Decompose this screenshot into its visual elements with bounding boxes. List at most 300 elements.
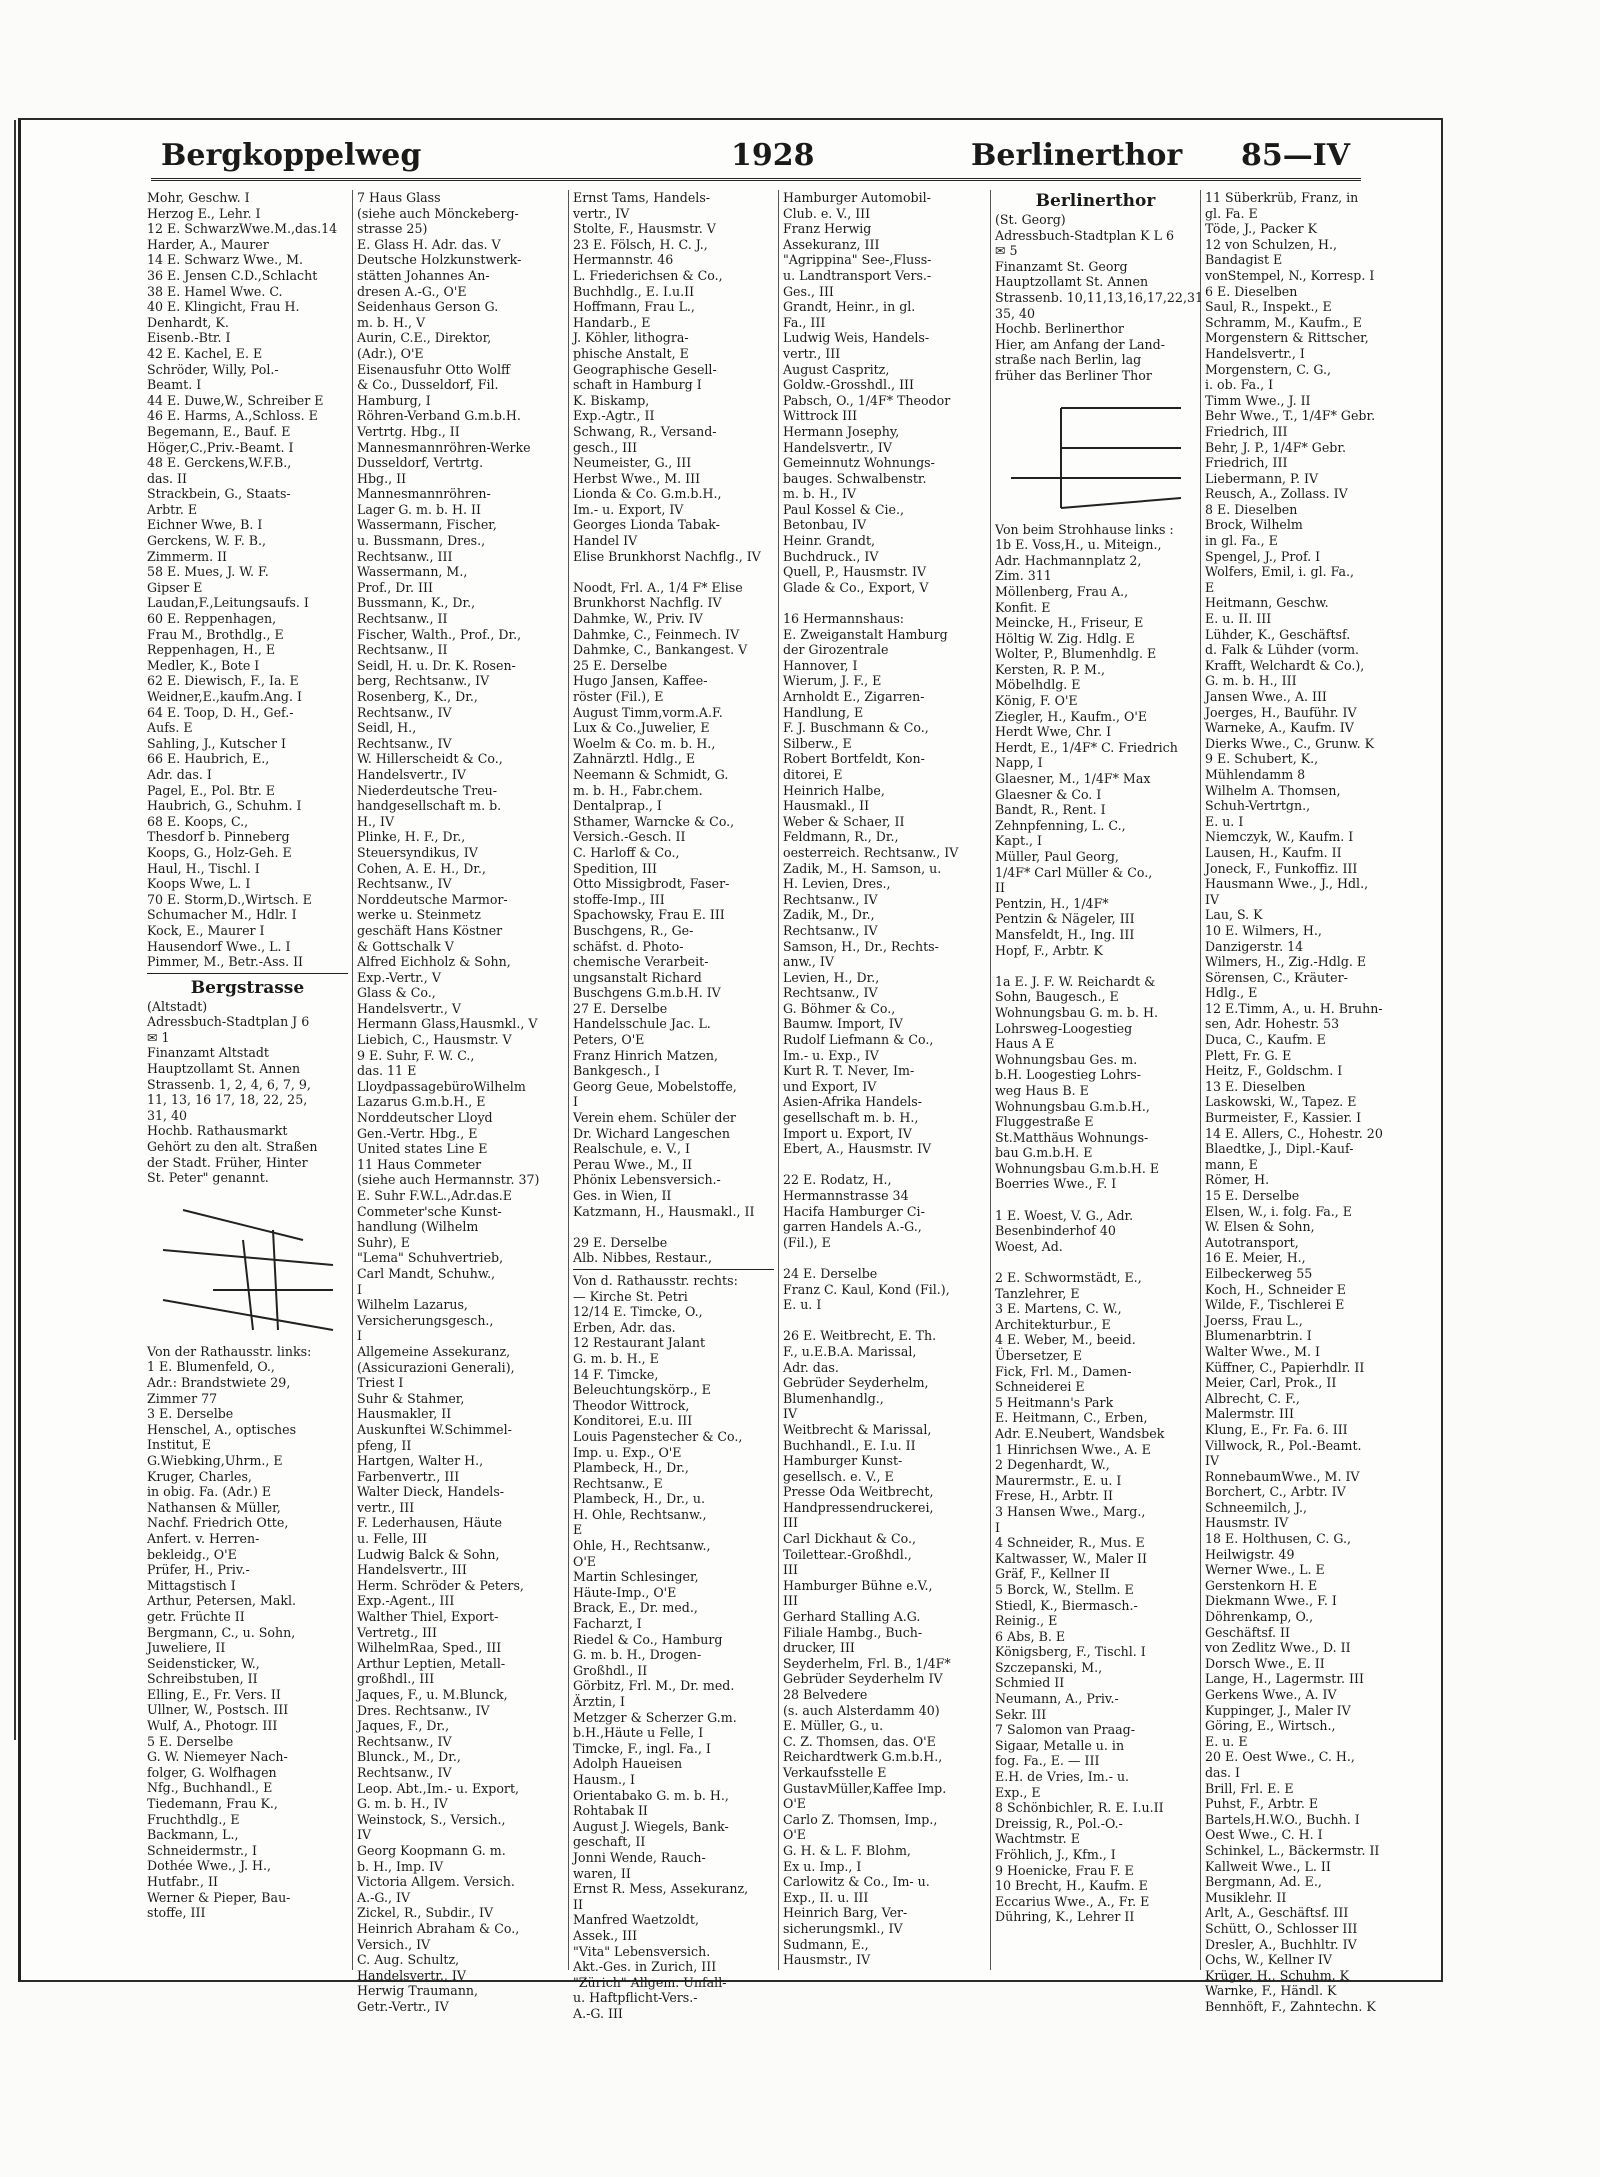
directory-entry: Woelm & Co. m. b. H., — [573, 735, 716, 751]
directory-entry: Zimmerm. II — [147, 548, 228, 564]
directory-entry: Prof., Dr. III — [357, 579, 433, 595]
directory-entry: stätten Johannes An- — [357, 267, 490, 283]
street-map-berlinerthor — [1001, 388, 1191, 518]
directory-entry: Joerss, Frau L., — [1205, 1312, 1303, 1328]
directory-entry: Herdt Wwe, Chr. I — [995, 724, 1112, 740]
directory-entry: Thesdorf b. Pinneberg — [147, 829, 290, 845]
directory-entry: Theodor Wittrock, — [573, 1397, 690, 1413]
directory-entry: Röhren-Verband G.m.b.H. — [357, 408, 521, 424]
directory-entry: Albrecht, C. F., — [1205, 1390, 1300, 1406]
directory-entry: August Caspritz, — [783, 361, 890, 377]
directory-entry: Neumeister, G., III — [573, 455, 692, 471]
directory-entry: Carlo Z. Thomsen, Imp., — [783, 1811, 938, 1827]
map-street-line — [183, 1210, 303, 1240]
directory-entry: Rechtsanw., IV — [783, 922, 878, 938]
directory-entry: Dr. Wichard Langeschen — [573, 1125, 730, 1141]
directory-entry: 58 E. Mues, J. W. F. — [147, 564, 269, 580]
directory-entry: sen, Adr. Hohestr. 53 — [1205, 1016, 1340, 1032]
directory-entry: Küffner, C., Papierhdlr. II — [1205, 1359, 1365, 1375]
directory-entry: das. I — [1205, 1764, 1241, 1780]
directory-entry: Schramm, M., Kaufm., E — [1205, 314, 1362, 330]
directory-entry: Tiedemann, Frau K., — [147, 1796, 278, 1812]
directory-entry: Haubrich, G., Schuhm. I — [147, 798, 302, 814]
directory-entry: 31, 40 — [147, 1107, 188, 1123]
directory-entry: 4 E. Weber, M., beeid. — [995, 1332, 1136, 1348]
directory-entry: 15 E. Derselbe — [1205, 1188, 1300, 1203]
directory-entry: Heinr. Grandt, — [783, 533, 876, 549]
directory-entry: Römer, H. — [1205, 1172, 1270, 1188]
directory-entry: Spachowsky, Frau E. III — [573, 907, 725, 923]
directory-entry: Allgemeine Assekuranz, — [357, 1343, 511, 1359]
directory-entry: A.-G., IV — [357, 1889, 411, 1905]
directory-entry: Brill, Frl. E. E — [1205, 1780, 1294, 1796]
directory-entry: Laudan,F.,Leitungsaufs. I — [147, 595, 309, 611]
directory-entry: Medler, K., Bote I — [147, 657, 260, 673]
directory-entry: Assek., III — [573, 1927, 638, 1943]
directory-entry: Nfg., Buchhandl., E — [147, 1780, 273, 1796]
directory-entry: Dahmke, C., Feinmech. IV — [573, 626, 740, 642]
directory-entry: 10 E. Wilmers, H., — [1205, 922, 1322, 938]
directory-entry: gesellsch. e. V., E — [783, 1468, 894, 1484]
directory-entry: stoffe, III — [147, 1905, 206, 1921]
directory-entry: Plambeck, H., Dr., — [573, 1460, 689, 1476]
directory-entry: Exp., E — [995, 1784, 1041, 1800]
directory-entry: 12/14 E. Timcke, O., — [573, 1304, 703, 1320]
directory-entry: 23 E. Fölsch, H. C. J., — [573, 236, 708, 252]
directory-entry: Rechtsanw., II — [357, 611, 448, 627]
directory-entry: Fluggestraße E — [995, 1114, 1094, 1130]
directory-entry: Kallweit Wwe., L. II — [1205, 1858, 1331, 1874]
directory-entry: Wohnungsbau G.m.b.H. E — [995, 1160, 1160, 1176]
directory-entry: IV — [783, 1406, 798, 1422]
directory-entry: Koops, G., Holz-Geh. E — [147, 844, 292, 860]
directory-entry: Borchert, C., Arbtr. IV — [1205, 1484, 1346, 1500]
section-divider — [573, 1269, 774, 1270]
directory-entry: anw., IV — [783, 954, 834, 970]
directory-entry: Peters, O'E — [573, 1032, 645, 1048]
directory-entry: Großhdl., II — [573, 1662, 648, 1678]
directory-entry: Tanzlehrer, E — [995, 1285, 1080, 1301]
directory-entry: Beleuchtungskörp., E — [573, 1382, 711, 1398]
directory-entry: 12 E. SchwarzWwe.M.,das.14 — [147, 221, 338, 237]
directory-entry: Dorsch Wwe., E. II — [1205, 1655, 1325, 1671]
directory-entry: 1 E. Blumenfeld, O., — [147, 1359, 275, 1375]
directory-entry: Heilwigstr. 49 — [1205, 1546, 1295, 1562]
directory-entry: Glade & Co., Export, V — [783, 579, 929, 595]
directory-entry: Glaesner, M., 1/4F* Max — [995, 771, 1151, 787]
directory-entry: Bandagist E — [1205, 252, 1283, 268]
directory-entry: 9 E. Schubert, K., — [1205, 751, 1319, 767]
directory-entry: Reichardtwerk G.m.b.H., — [783, 1749, 943, 1765]
directory-entry: Handelsvertr., I — [1205, 345, 1305, 361]
directory-entry: Lux & Co.,Juwelier, E — [573, 720, 710, 736]
directory-entry: Schinkel, L., Bäckermstr. II — [1205, 1842, 1380, 1858]
directory-entry: F. J. Buschmann & Co., — [783, 720, 929, 736]
directory-entry: Quell, P., Hausmstr. IV — [783, 564, 927, 580]
directory-entry: Burmeister, F., Kassier. I — [1205, 1110, 1362, 1126]
directory-entry: Wassermann, M., — [357, 564, 468, 580]
directory-entry: Begemann, E., Bauf. E — [147, 423, 291, 439]
directory-entry: Ohle, H., Rechtsanw., — [573, 1538, 711, 1554]
directory-entry — [995, 1254, 1196, 1270]
directory-entry: Pagel, E., Pol. Btr. E — [147, 782, 275, 798]
directory-entry: Lionda & Co. G.m.b.H., — [573, 486, 722, 502]
directory-entry: 5 Borck, W., Stellm. E — [995, 1581, 1134, 1597]
directory-entry: phische Anstalt, E — [573, 345, 689, 361]
directory-entry: Schwang, R., Versand- — [573, 423, 717, 439]
directory-entry: Handelsvertr., IV — [783, 439, 892, 455]
directory-entry: Meier, Carl, Prok., II — [1205, 1375, 1337, 1391]
directory-entry: Commeter'sche Kunst- — [357, 1203, 502, 1219]
directory-entry: Franz Herwig — [783, 221, 872, 237]
directory-entry: Silberw., E — [783, 735, 852, 751]
directory-entry: Maurermstr., E. u. I — [995, 1472, 1122, 1488]
directory-entry: Höger,C.,Priv.-Beamt. I — [147, 439, 294, 455]
directory-entry: Saul, R., Inspekt., E — [1205, 299, 1332, 315]
directory-entry: großhdl., III — [357, 1671, 435, 1687]
directory-entry: Krafft, Welchardt & Co.), — [1205, 657, 1365, 673]
directory-entry: Von beim Strohhause links : — [995, 521, 1174, 537]
directory-entry: Deutsche Holzkunstwerk- — [357, 252, 522, 268]
directory-entry: II — [995, 880, 1005, 896]
directory-entry: Presse Oda Weitbrecht, — [783, 1484, 934, 1500]
directory-entry: Kurt R. T. Never, Im- — [783, 1063, 915, 1079]
directory-entry: Werner & Pieper, Bau- — [147, 1889, 291, 1905]
directory-entry: (Altstadt) — [147, 998, 208, 1014]
directory-entry: Handelsvertr., V — [357, 1000, 461, 1016]
directory-entry: Nathansen & Müller, — [147, 1499, 281, 1515]
directory-entry: der Stadt. Früher, Hinter — [147, 1154, 308, 1170]
column-6 — [1201, 190, 1437, 2014]
directory-entry: Fruchthdlg., E — [147, 1811, 240, 1827]
directory-entry: Heinrich Abraham & Co., — [357, 1920, 520, 1936]
directory-entry: LloydpassagebüroWilhelm — [357, 1078, 526, 1094]
directory-entry: Ebert, A., Hausmstr. IV — [783, 1141, 932, 1157]
directory-entry: das. 11 E — [357, 1063, 417, 1079]
directory-entry: früher das Berliner Thor — [995, 367, 1152, 383]
directory-entry: Ochs, W., Kellner IV — [1205, 1952, 1332, 1968]
directory-entry: Wierum, J. F., E — [783, 673, 882, 689]
directory-entry: Wohnungsbau G. m. b. H. — [995, 1004, 1158, 1020]
directory-entry: Finanzamt Altstadt — [147, 1045, 269, 1061]
directory-entry: 3 E. Martens, C. W., — [995, 1301, 1122, 1317]
directory-entry: 4 Schneider, R., Mus. E — [995, 1535, 1145, 1551]
directory-entry: Vertrtg. Hbg., II — [357, 423, 460, 439]
directory-entry: St.Matthäus Wohnungs- — [995, 1129, 1149, 1145]
directory-entry: Handel IV — [573, 533, 638, 549]
directory-page — [18, 118, 1443, 2021]
directory-entry: Timcke, F., ingl. Fa., I — [573, 1740, 711, 1756]
directory-entry: I — [357, 1328, 362, 1344]
directory-entry: Klung, E., Fr. Fa. 6. III — [1205, 1421, 1348, 1437]
directory-entry: Leop. Abt.,Im.- u. Export, — [357, 1780, 520, 1796]
directory-entry: Rechtsanw., IV — [357, 1764, 452, 1780]
directory-entry: Wolfers, Emil, i. gl. Fa., — [1205, 564, 1355, 580]
directory-entry: Imp. u. Exp., O'E — [573, 1444, 682, 1460]
directory-entry: Toilettear.-Großhdl., — [783, 1546, 912, 1562]
directory-entry: Fröhlich, J., Kfm., I — [995, 1847, 1116, 1862]
directory-entry: Phönix Lebensversich.- — [573, 1172, 721, 1188]
directory-entry: Hamburger Kunst- — [783, 1453, 903, 1469]
directory-entry: Lau, S. K — [1205, 907, 1263, 923]
directory-entry: 1 E. Woest, V. G., Adr. — [995, 1207, 1134, 1223]
directory-entry: Handlung, E — [783, 704, 864, 720]
directory-entry: III — [783, 1593, 798, 1609]
directory-entry: 6 Abs, B. E — [995, 1628, 1066, 1644]
directory-entry: Carlowitz & Co., Im- u. — [783, 1874, 930, 1890]
directory-entry: 12 Restaurant Jalant — [573, 1335, 706, 1351]
directory-entry: Mannesmannröhren- — [357, 486, 491, 502]
directory-entry: 20 E. Oest Wwe., C. H., — [1205, 1749, 1355, 1765]
directory-entry: Weidner,E.,kaufm.Ang. I — [147, 689, 302, 704]
directory-entry: Heitmann, Geschw. — [1205, 595, 1329, 611]
directory-entry: Seyderhelm, Frl. B., 1/4F* — [783, 1655, 951, 1671]
directory-entry: 8 Schönbichler, R. E. I.u.II — [995, 1800, 1164, 1816]
directory-entry: Hochb. Rathausmarkt — [147, 1123, 288, 1139]
directory-entry: Gerckens, W. F. B., — [147, 533, 267, 549]
directory-entry: 16 E. Meier, H., — [1205, 1250, 1306, 1266]
directory-entry: stoffe-Imp., III — [573, 891, 665, 907]
directory-entry: Schneiderei E — [995, 1379, 1085, 1395]
directory-entry: Eilbeckerweg 55 — [1205, 1265, 1313, 1281]
directory-entry: Warnke, F., Händl. K — [1205, 1983, 1337, 1999]
directory-entry: Dusseldorf, Vertrtg. — [357, 455, 484, 471]
directory-entry: Möbelhdlg. E — [995, 677, 1081, 693]
directory-entry: Carl Mandt, Schuhw., — [357, 1265, 496, 1281]
directory-entry: i. ob. Fa., I — [1205, 377, 1274, 393]
directory-entry: Eccarius Wwe., A., Fr. E — [995, 1893, 1150, 1909]
directory-entry: Hermann Josephy, — [783, 423, 900, 439]
directory-entry: Niemczyk, W., Kaufm. I — [1205, 829, 1354, 845]
directory-entry: Adressbuch-Stadtplan K L 6 — [995, 227, 1174, 243]
directory-entry: Realschule, e. V., I — [573, 1141, 691, 1157]
column-3 — [569, 190, 779, 2021]
directory-entry: Cohen, A. E. H., Dr., — [357, 860, 486, 876]
directory-entry: Schütt, O., Schlosser III — [1205, 1920, 1358, 1936]
directory-entry: Gemeinnutz Wohnungs- — [783, 455, 935, 471]
directory-entry: Konditorei, E.u. III — [573, 1413, 693, 1429]
directory-entry: Hugo Jansen, Kaffee- — [573, 673, 708, 689]
directory-entry: 60 E. Reppenhagen, — [147, 611, 277, 627]
directory-entry: 1b E. Voss,H., u. Miteign., — [995, 537, 1162, 553]
directory-entry: Pabsch, O., 1/4F* Theodor — [783, 392, 951, 408]
directory-entry: Bandt, R., Rent. I — [995, 802, 1106, 818]
directory-entry: Georg Geue, Mobelstoffe, — [573, 1078, 737, 1094]
directory-entry: Spengel, J., Prof. I — [1205, 548, 1321, 564]
directory-entry: 8 E. Dieselben — [1205, 501, 1298, 517]
directory-entry: WilhelmRaa, Sped., III — [357, 1640, 502, 1656]
directory-entry: dresen A.-G., O'E — [357, 283, 467, 299]
directory-entry: Arbtr. E — [147, 501, 198, 517]
directory-entry: Hausendorf Wwe., L. I — [147, 938, 291, 954]
directory-entry: Joneck, F., Funkoffiz. III — [1205, 860, 1358, 876]
directory-entry: Manfred Waetzoldt, — [573, 1912, 699, 1928]
directory-entry: Adr. Hachmannplatz 2, — [995, 552, 1142, 568]
directory-entry: W. Elsen & Sohn, — [1205, 1219, 1315, 1235]
directory-entry: Zickel, R., Subdir., IV — [357, 1905, 494, 1921]
directory-entry: Hermannstr. 46 — [573, 252, 674, 268]
directory-entry: Plett, Fr. G. E — [1205, 1047, 1292, 1063]
directory-entry: E.H. de Vries, Im.- u. — [995, 1769, 1130, 1785]
directory-entry: Villwock, R., Pol.-Beamt. — [1205, 1437, 1362, 1453]
directory-entry: 18 E. Holthusen, C. G., — [1205, 1531, 1351, 1547]
directory-entry: bau G.m.b.H. E — [995, 1145, 1093, 1161]
directory-entry: 46 E. Harms, A.,Schloss. E — [147, 408, 318, 424]
directory-entry: Exp.-Agtr., II — [573, 408, 655, 424]
directory-entry: ditorei, E — [783, 766, 843, 782]
directory-entry: Schreibstuben, II — [147, 1671, 258, 1687]
directory-entry: Stiedl, K., Biermasch.- — [995, 1597, 1138, 1613]
directory-entry: Dreissig, R., Pol.-O.- — [995, 1815, 1123, 1831]
directory-entry: Alfred Eichholz & Sohn, — [357, 954, 511, 970]
directory-entry: Adolph Haueisen — [573, 1756, 683, 1772]
directory-entry: Heitz, F., Goldschm. I — [1205, 1063, 1343, 1079]
column-1 — [143, 190, 353, 1970]
directory-entry: Kersten, R. P. M., — [995, 661, 1105, 677]
directory-entry: Exp.-Agent., III — [357, 1593, 455, 1609]
directory-entry: das. II — [147, 470, 187, 486]
directory-entry — [995, 958, 1196, 974]
directory-entry: 26 E. Weitbrecht, E. Th. — [783, 1328, 937, 1344]
directory-entry: Auskunftei W.Schimmel- — [357, 1421, 512, 1437]
directory-entry: drucker, III — [783, 1640, 855, 1656]
directory-entry: Zahnärztl. Hdlg., E — [573, 751, 696, 767]
directory-entry: Kock, E., Maurer I — [147, 922, 265, 938]
directory-entry: 1a E. J. F. W. Reichardt & — [995, 973, 1156, 989]
directory-entry: geschaft, II — [573, 1834, 646, 1850]
directory-entry: Gehört zu den alt. Straßen — [147, 1139, 318, 1155]
directory-entry: Import u. Export, IV — [783, 1125, 912, 1141]
directory-entry: Brack, E., Dr. med., — [573, 1600, 698, 1616]
directory-entry: GustavMüller,Kaffee Imp. — [783, 1780, 947, 1796]
directory-entry — [783, 1250, 986, 1266]
directory-entry: Oest Wwe., C. H. I — [1205, 1827, 1323, 1843]
directory-entry: 24 E. Derselbe — [783, 1265, 878, 1281]
directory-entry: Stolte, F., Hausmstr. V — [573, 221, 716, 237]
directory-entry: Samson, H., Dr., Rechts- — [783, 938, 939, 954]
directory-entry: Elise Brunkhorst Nachflg., IV — [573, 548, 761, 564]
directory-entry: IV — [1205, 891, 1220, 907]
directory-entry: Ziegler, H., Kaufm., O'E — [995, 708, 1148, 724]
directory-entry: Ernst R. Mess, Assekuranz, — [573, 1881, 749, 1897]
directory-entry: 9 E. Suhr, F. W. C., — [357, 1047, 475, 1063]
directory-entry: Reinig., E — [995, 1613, 1058, 1629]
directory-entry: Buchhdlg., E. I.u.II — [573, 283, 695, 299]
directory-entry: Walther Thiel, Export- — [357, 1609, 499, 1625]
directory-entry: schaft in Hamburg I — [573, 377, 702, 393]
directory-entry: Hermannstrasse 34 — [783, 1188, 909, 1203]
directory-entry: Glaesner & Co. I — [995, 786, 1102, 802]
directory-entry: m. b. H., V — [357, 314, 426, 330]
directory-entry: Norddeutsche Marmor- — [357, 891, 508, 907]
directory-entry: Häute-Imp., O'E — [573, 1584, 677, 1600]
directory-entry: und Export, IV — [783, 1078, 877, 1094]
directory-entry: Zehnpfenning, L. C., — [995, 817, 1126, 833]
directory-entry: Schröder, Willy, Pol.- — [147, 361, 279, 377]
directory-entry: Lange, H., Lagermstr. III — [1205, 1671, 1364, 1687]
directory-entry: Gerstenkorn H. E — [1205, 1577, 1318, 1593]
directory-entry: Gebrüder Seyderhelm, — [783, 1375, 929, 1391]
directory-entry: Schmied II — [995, 1675, 1065, 1691]
directory-entry: der Girozentrale — [783, 642, 889, 658]
directory-entry: bauges. Schwalbenstr. — [783, 470, 927, 486]
directory-entry: 7 Salomon van Praag- — [995, 1722, 1135, 1738]
directory-entry: III — [783, 1515, 798, 1531]
directory-entry: G.Wiebking,Uhrm., E — [147, 1452, 283, 1468]
directory-entry: Hausmstr., IV — [783, 1952, 871, 1968]
directory-entry: 14 E. Schwarz Wwe., M. — [147, 252, 304, 268]
directory-entry: E. Zweiganstalt Hamburg — [783, 626, 948, 642]
directory-entry: Eisenb.-Btr. I — [147, 330, 231, 346]
directory-entry: Handpressendruckerei, — [783, 1499, 934, 1515]
directory-entry: Koch, H., Schneider E — [1205, 1281, 1346, 1297]
directory-entry: Adr. das. I — [147, 766, 212, 782]
directory-entry: Sohn, Baugesch., E — [995, 989, 1119, 1005]
directory-entry: Hdlg., E — [1205, 985, 1258, 1001]
directory-entry: Aurin, C.E., Direktor, — [357, 330, 492, 346]
directory-entry: ✉ 5 — [995, 243, 1018, 259]
directory-entry: Herdt, E., 1/4F* C. Friedrich — [995, 739, 1178, 755]
directory-entry: Getr.-Vertr., IV — [357, 1998, 449, 2014]
directory-entry: Lühder, K., Geschäftsf. — [1205, 626, 1351, 642]
directory-entry: Hermann Glass,Hausmkl., V — [357, 1016, 538, 1032]
directory-entry: Behr, J. P., 1/4F* Gebr. — [1205, 439, 1346, 455]
directory-entry: C. Aug. Schultz, — [357, 1952, 460, 1968]
directory-entry: Töde, J., Packer K — [1205, 221, 1318, 237]
directory-entry: Arnholdt E., Zigarren- — [783, 689, 925, 704]
directory-entry: Döhrenkamp, O., — [1205, 1609, 1314, 1625]
directory-entry: b. H., Imp. IV — [357, 1858, 444, 1874]
directory-entry: Mannesmannröhren-Werke — [357, 439, 531, 455]
directory-entry: Fick, Frl. M., Damen- — [995, 1363, 1132, 1379]
map-street-line — [1061, 498, 1181, 508]
directory-entry: Hoffmann, Frau L., — [573, 299, 695, 315]
directory-entry: Zim. 311 — [995, 568, 1052, 584]
header-street-left: Bergkoppelweg — [161, 138, 422, 173]
directory-entry: fog. Fa., E. — III — [995, 1753, 1100, 1769]
directory-entry: Schneidermstr., I — [147, 1842, 258, 1858]
header-page-number: 85—IV — [1241, 138, 1351, 173]
directory-entry: Wilhelm Lazarus, — [357, 1297, 468, 1313]
directory-entry: Warneke, A., Kaufm. IV — [1205, 720, 1354, 736]
directory-entry: straße nach Berlin, lag — [995, 352, 1142, 368]
directory-entry: Strackbein, G., Staats- — [147, 486, 291, 502]
directory-entry: Prüfer, H., Priv.- — [147, 1562, 250, 1578]
street-heading: Berlinerthor — [1035, 191, 1156, 211]
directory-entry: vertr., III — [357, 1499, 415, 1515]
directory-entry: Wohnungsbau G.m.b.H., — [995, 1098, 1150, 1114]
directory-entry: Mohr, Geschw. I — [147, 190, 250, 205]
directory-entry: Liebich, C., Hausmstr. V — [357, 1032, 512, 1048]
directory-entry: Wilhelm A. Thomsen, — [1205, 782, 1341, 798]
directory-entry: 10 Brecht, H., Kaufm. E — [995, 1878, 1148, 1894]
directory-entry: Lausen, H., Kaufm. II — [1205, 844, 1342, 860]
directory-entry: Levien, H., Dr., — [783, 969, 880, 985]
directory-entry: Dres. Rechtsanw., IV — [357, 1702, 490, 1718]
directory-entry: E — [573, 1522, 583, 1538]
directory-entry: St. Peter" genannt. — [147, 1170, 269, 1186]
directory-entry: 28 Belvedere — [783, 1687, 868, 1702]
directory-entry: Kruger, Charles, — [147, 1468, 252, 1484]
directory-entry: "Vita" Lebensversich. — [573, 1943, 711, 1959]
directory-entry: Rechtsanw., III — [357, 548, 453, 564]
directory-entry: Georg Koopmann G. m. — [357, 1842, 506, 1858]
directory-entry: Ludwig Weis, Handels- — [783, 330, 930, 346]
directory-entry: Laskowski, W., Tapez. E — [1205, 1094, 1357, 1110]
directory-entry: Baumw. Import, IV — [783, 1016, 903, 1032]
directory-entry: Morgenstern, C. G., — [1205, 361, 1332, 377]
directory-entry: Walter Dieck, Handels- — [357, 1484, 505, 1500]
